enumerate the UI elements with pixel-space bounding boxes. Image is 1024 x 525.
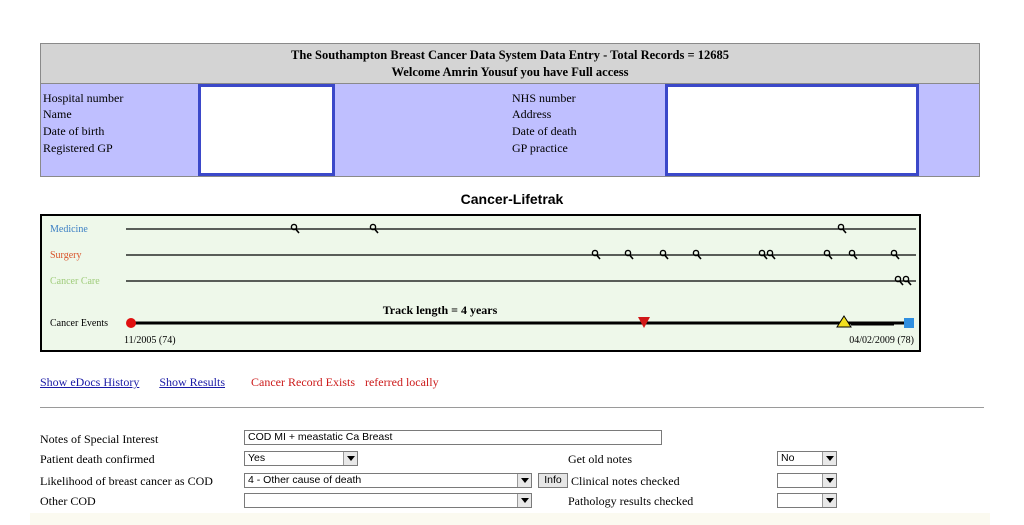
other-cod-select[interactable] <box>244 493 532 508</box>
date-of-death-label: Date of death <box>512 124 577 138</box>
info-button[interactable]: Info <box>538 473 568 488</box>
patient-death-confirmed-select[interactable] <box>244 451 358 466</box>
address-redaction <box>665 84 919 176</box>
lifetrak-title: Cancer-Lifetrak <box>460 191 564 207</box>
address-label: Address <box>512 107 552 121</box>
chevron-down-icon[interactable] <box>343 452 357 465</box>
get-old-notes-value: No <box>781 452 795 464</box>
date-of-birth-label: Date of birth <box>43 124 105 138</box>
section-divider <box>40 407 984 408</box>
chevron-down-icon[interactable] <box>822 452 836 465</box>
surgery-track-label: Surgery <box>50 250 82 261</box>
pathology-results-checked-label: Pathology results checked <box>568 494 694 508</box>
header-banner <box>40 43 980 84</box>
medicine-track-label: Medicine <box>50 224 88 235</box>
nhs-number-label: NHS number <box>512 91 576 105</box>
links-row <box>40 375 439 390</box>
chevron-down-icon[interactable] <box>517 474 531 487</box>
page-footer-strip <box>30 513 990 525</box>
patient-death-confirmed-value: Yes <box>248 452 266 464</box>
notes-of-special-interest-label: Notes of Special Interest <box>40 432 159 446</box>
end-event-marker[interactable] <box>904 318 914 328</box>
likelihood-cod-label: Likelihood of breast cancer as COD <box>40 474 213 488</box>
clinical-notes-checked-select[interactable] <box>777 473 837 488</box>
likelihood-cod-value: 4 - Other cause of death <box>248 474 362 486</box>
cancer-care-track-label: Cancer Care <box>50 276 100 287</box>
cancer-record-status: Cancer Record Exists <box>251 375 355 389</box>
chevron-down-icon[interactable] <box>822 474 836 487</box>
start-event-marker[interactable] <box>126 318 136 328</box>
show-edocs-history-link[interactable]: Show eDocs History <box>40 375 140 389</box>
show-results-link[interactable]: Show Results <box>159 375 226 389</box>
other-cod-label: Other COD <box>40 494 96 508</box>
lifetrak-panel <box>40 214 921 352</box>
welcome-message: Welcome Amrin Yousuf you have Full access <box>391 65 629 79</box>
gp-practice-label: GP practice <box>512 141 568 155</box>
notes-of-special-interest-input[interactable]: COD MI + meastatic Ca Breast <box>244 430 662 445</box>
page-title: The Southampton Breast Cancer Data System Data Entry - Total Records = 12685 <box>291 48 729 62</box>
hospital-number-label: Hospital number <box>43 91 124 105</box>
patient-death-confirmed-label: Patient death confirmed <box>40 452 155 466</box>
name-label: Name <box>43 107 72 121</box>
track-length-label: Track length = 4 years <box>382 303 498 317</box>
chevron-down-icon[interactable] <box>822 494 836 507</box>
chevron-down-icon[interactable] <box>517 494 531 507</box>
likelihood-cod-select[interactable] <box>244 473 532 488</box>
end-date-label: 04/02/2009 (78) <box>849 335 914 346</box>
cancer-events-track-label: Cancer Events <box>50 318 109 329</box>
lifetrak-timeline <box>42 216 919 350</box>
get-old-notes-select[interactable] <box>777 451 837 466</box>
get-old-notes-label: Get old notes <box>568 452 632 466</box>
patient-identity-redaction <box>198 84 335 176</box>
clinical-notes-checked-label: Clinical notes checked <box>571 474 680 488</box>
start-date-label: 11/2005 (74) <box>124 335 176 346</box>
registered-gp-label: Registered GP <box>43 141 113 155</box>
patient-details-panel <box>40 84 980 177</box>
pathology-results-checked-select[interactable] <box>777 493 837 508</box>
referral-status: referred locally <box>364 375 439 389</box>
